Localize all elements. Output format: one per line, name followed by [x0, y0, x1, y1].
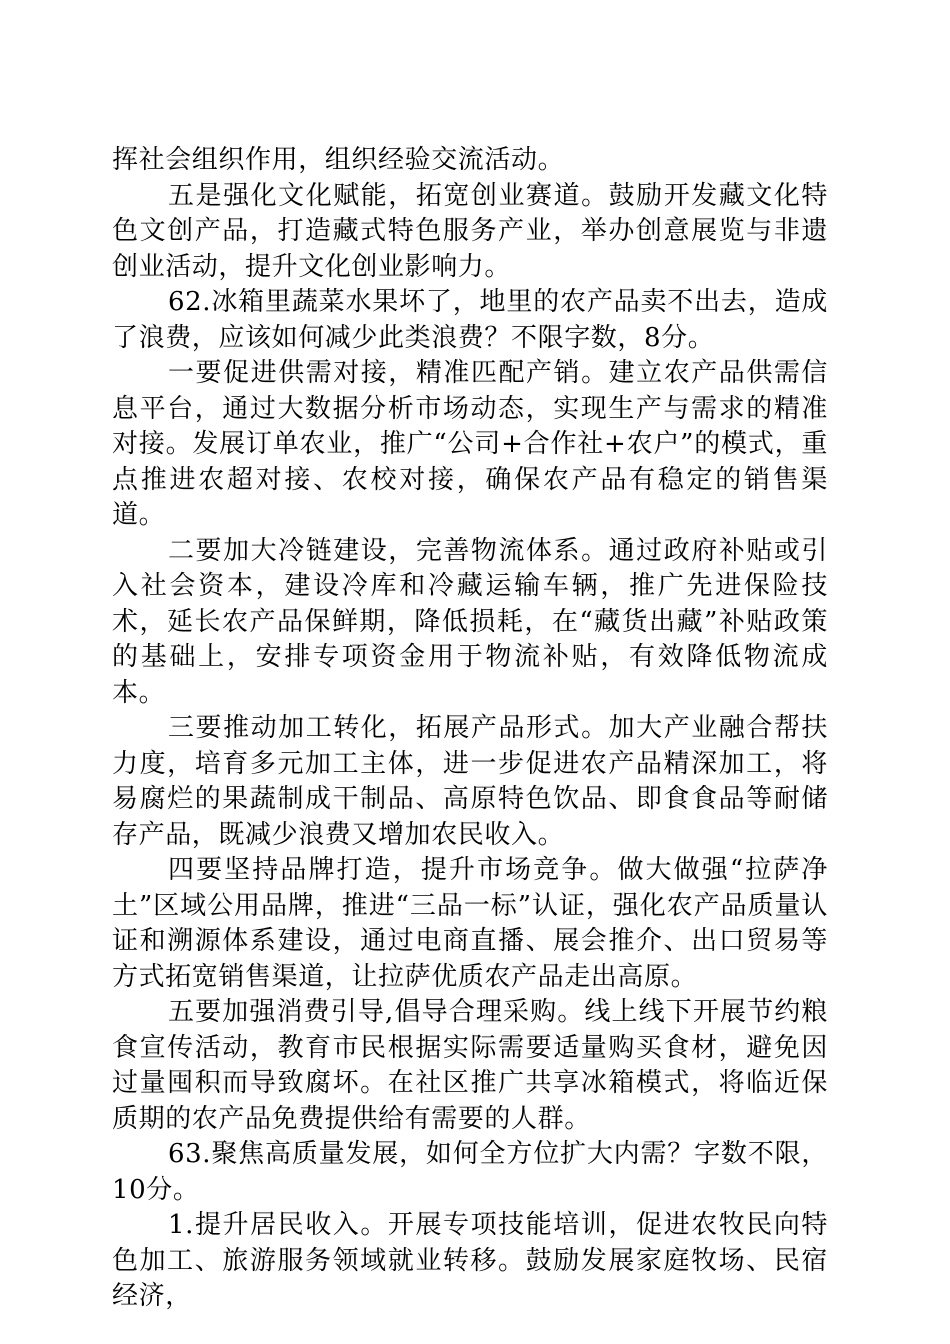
paragraph-continuation: 挥社会组织作用，组织经验交流活动。 — [112, 145, 565, 175]
paragraph-income: 1.提升居民收入。开展专项技能培训，促进农牧民向特色加工、旅游服务领域就业转移。鼓励发展家庭牧场、民宿经济， — [112, 1210, 828, 1311]
question-62: 62.冰箱里蔬菜水果坏了，地里的农产品卖不出去，造成了浪费，应该如何减少此类浪费？不限字数，8分。 — [112, 287, 828, 353]
document-body — [112, 143, 828, 1315]
paragraph-culture-empowerment: 五是强化文化赋能，拓宽创业赛道。鼓励开发藏文化特色文创产品，打造藏式特色服务产业，举办创意展览与非遗创业活动，提升文化创业影响力。 — [112, 180, 828, 282]
paragraph-consumption-guidance: 五要加强消费引导,倡导合理采购。线上线下开展节约粮食宣传活动，教育市民根据实际需要适量购买食材，避免因过量囤积而导致腐坏。在社区推广共享冰箱模式，将临近保质期的农产品免费提供给有需要的人群。 — [112, 997, 828, 1134]
paragraph-supply-demand: 一要促进供需对接，精准匹配产销。建立农产品供需信息平台，通过大数据分析市场动态，实现生产与需求的精准对接。发展订单农业，推广“公司+合作社+农户”的模式，重点推进农超对接、农校对接，确保农产品有稳定的销售渠道。 — [112, 358, 828, 530]
question-63: 63.聚焦高质量发展，如何全方位扩大内需？字数不限，10分。 — [112, 1139, 828, 1205]
paragraph-cold-chain: 二要加大冷链建设，完善物流体系。通过政府补贴或引入社会资本，建设冷库和冷藏运输车辆，推广先进保险技术，延长农产品保鲜期，降低损耗，在“藏货出藏”补贴政策的基础上，安排专项资金用于物流补贴，有效降低物流成本。 — [112, 535, 828, 708]
paragraph-processing: 三要推动加工转化，拓展产品形式。加大产业融合帮扶力度，培育多元加工主体，进一步促进农产品精深加工，将易腐烂的果蔬制成干制品、高原特色饮品、即食食品等耐储存产品，既减少浪费又增加农民收入。 — [112, 713, 828, 850]
paragraph-branding: 四要坚持品牌打造，提升市场竞争。做大做强“拉萨净土”区域公用品牌，推进“三品一标”认证，强化农产品质量认证和溯源体系建设，通过电商直播、展会推介、出口贸易等方式拓宽销售渠道，让拉萨优质农产品走出高原。 — [112, 855, 828, 992]
